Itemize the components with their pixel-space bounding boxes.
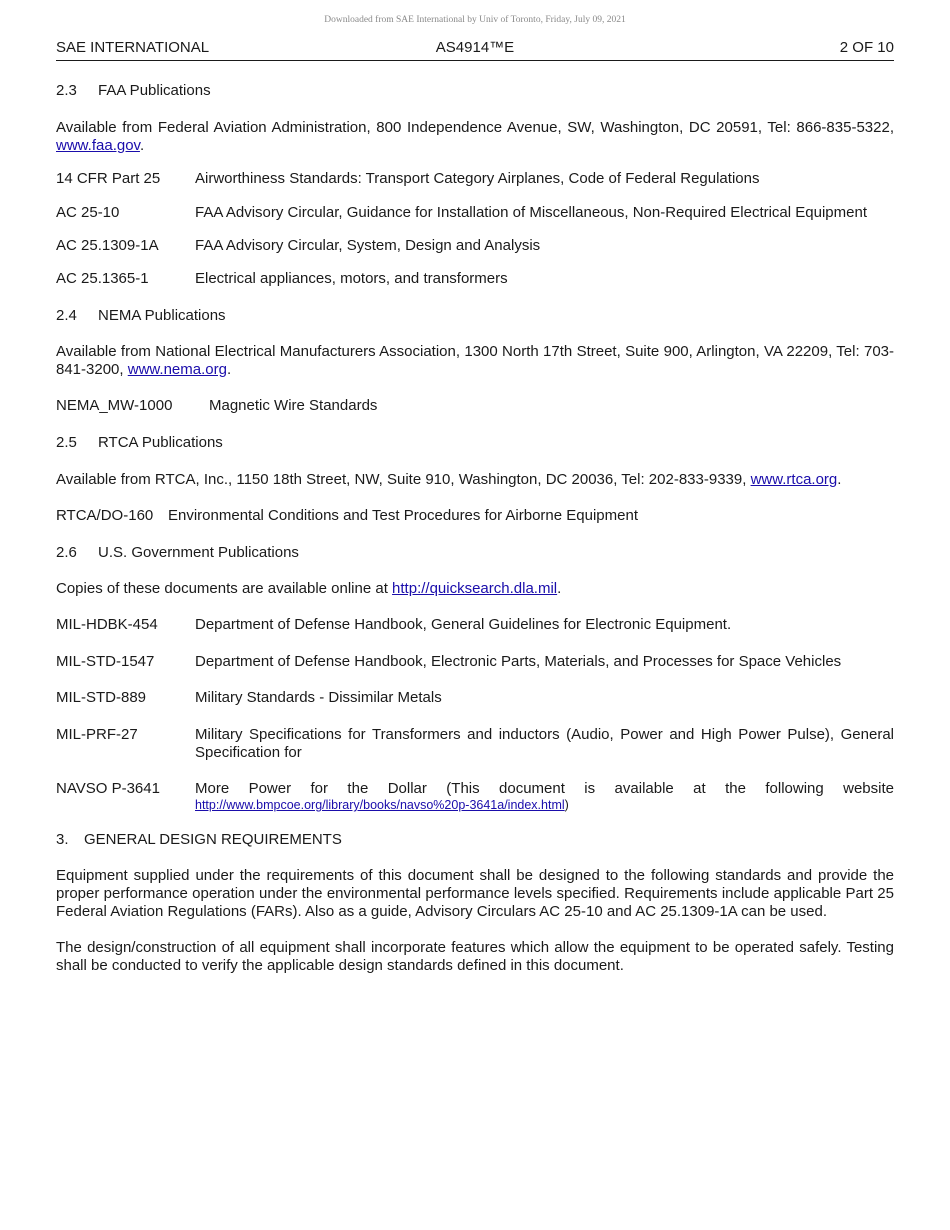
- availability-text: Available from National Electrical Manufacturers Association, 1300 North 17th Street, Suite 900, Arlington, VA 22209, Tel: 703-841-3200,: [56, 343, 894, 378]
- reference-id: AC 25.1309-1A: [56, 237, 159, 254]
- nema-link[interactable]: www.nema.org: [127, 361, 227, 378]
- section-title: U.S. Government Publications: [98, 544, 299, 561]
- section-2-6-heading: [56, 544, 894, 562]
- section-title: FAA Publications: [98, 82, 211, 99]
- rtca-availability: Available from RTCA, Inc., 1150 18th Street, NW, Suite 910, Washington, DC 20036, Tel: 202-833-9339, www.rtca.org.: [56, 471, 842, 488]
- section-title: GENERAL DESIGN REQUIREMENTS: [84, 831, 342, 848]
- reference-description: Military Standards - Dissimilar Metals: [195, 689, 442, 706]
- availability-text: Available from RTCA, Inc., 1150 18th Street, NW, Suite 910, Washington, DC 20036, Tel: 202-833-9339,: [56, 471, 751, 488]
- section-number: 2.3: [56, 82, 77, 99]
- reference-row: [56, 397, 894, 415]
- navso-url-line: [195, 798, 894, 813]
- reference-id: MIL-STD-889: [56, 689, 147, 706]
- nema-availability: Available from National Electrical Manufacturers Association, 1300 North 17th Street, Suite 900, Arlington, VA 22209, Tel: 703-841-3200, www.nema.org.: [56, 343, 894, 378]
- reference-row: [56, 270, 894, 288]
- section-2-3-heading: [56, 82, 894, 100]
- design-requirements-paragraph-1: Equipment supplied under the requirements of this document shall be designed to the following standards and provide the proper performance operation under the environmental performance levels specified. Requirements include applicable Part 25 Federal Aviation Regulations (FARs). Also as a guide, Advisory Circulars AC 25-10 and AC 25.1309-1A can be used.: [56, 867, 894, 920]
- reference-row: [56, 780, 894, 813]
- section-3-heading: [56, 831, 894, 849]
- section-number: 2.5: [56, 434, 77, 451]
- section-2-4-heading: [56, 307, 894, 325]
- reference-description: Magnetic Wire Standards: [209, 397, 378, 414]
- reference-row: [56, 507, 894, 525]
- reference-description: Electrical appliances, motors, and transformers: [195, 270, 508, 287]
- reference-id: NAVSO P-3641: [56, 780, 160, 797]
- reference-id: MIL-PRF-27: [56, 726, 138, 743]
- reference-id: AC 25.1365-1: [56, 270, 149, 287]
- reference-id: NEMA_MW-1000: [56, 397, 173, 414]
- section-number: 2.4: [56, 307, 77, 324]
- reference-description: Department of Defense Handbook, General Guidelines for Electronic Equipment.: [195, 616, 732, 633]
- reference-description: More Power for the Dollar (This document is available at the following website: [195, 780, 894, 797]
- reference-row: [56, 170, 894, 188]
- page-number: 2 OF 10: [839, 39, 894, 56]
- reference-description-block: [195, 780, 894, 813]
- design-requirements-paragraph-2: The design/construction of all equipment shall incorporate features which allow the equipment to be operated safely. Testing shall be conducted to verify the applicable design standards defined in this document.: [56, 939, 894, 974]
- reference-id: AC 25-10: [56, 204, 120, 221]
- reference-description: Department of Defense Handbook, Electronic Parts, Materials, and Processes for Space Vehicles: [195, 653, 842, 670]
- document-body: [56, 82, 894, 975]
- section-title: NEMA Publications: [98, 307, 226, 324]
- section-number: 3.: [56, 831, 69, 848]
- document-number: AS4914™E: [435, 39, 515, 56]
- reference-description: FAA Advisory Circular, System, Design and Analysis: [195, 237, 541, 254]
- reference-row: [56, 237, 894, 255]
- reference-id: 14 CFR Part 25: [56, 170, 161, 187]
- url-suffix: ): [564, 798, 569, 812]
- reference-row: [56, 689, 894, 707]
- quicksearch-link[interactable]: http://quicksearch.dla.mil: [392, 580, 558, 597]
- rtca-link[interactable]: www.rtca.org: [750, 471, 838, 488]
- reference-id: RTCA/DO-160: [56, 507, 154, 524]
- section-2-5-heading: [56, 434, 894, 452]
- download-watermark: Downloaded from SAE International by Univ of Toronto, Friday, July 09, 2021: [324, 15, 626, 25]
- availability-text: Available from Federal Aviation Administration, 800 Independence Avenue, SW, Washington, DC 20591, Tel: 866-835-5322,: [56, 119, 894, 136]
- faa-link[interactable]: www.faa.gov: [56, 137, 140, 154]
- section-number: 2.6: [56, 544, 77, 561]
- availability-text: Copies of these documents are available online at: [56, 580, 393, 597]
- section-title: RTCA Publications: [98, 434, 223, 451]
- reference-description: Environmental Conditions and Test Procedures for Airborne Equipment: [168, 507, 638, 524]
- publisher-name: SAE INTERNATIONAL: [56, 39, 210, 56]
- page-header: [56, 38, 894, 61]
- reference-description: Airworthiness Standards: Transport Category Airplanes, Code of Federal Regulations: [195, 170, 760, 187]
- faa-availability: Available from Federal Aviation Administration, 800 Independence Avenue, SW, Washington, DC 20591, Tel: 866-835-5322, www.faa.gov.: [56, 119, 894, 154]
- dla-availability: Copies of these documents are available online at http://quicksearch.dla.mil.: [56, 580, 562, 597]
- reference-row: [56, 616, 894, 634]
- reference-description: Military Specifications for Transformers and inductors (Audio, Power and High Power Pulse), General Specification for: [195, 726, 894, 761]
- reference-row: [56, 726, 894, 762]
- reference-row: [56, 653, 894, 671]
- reference-description: FAA Advisory Circular, Guidance for Installation of Miscellaneous, Non-Required Electrical Equipment: [195, 204, 867, 221]
- reference-row: [56, 204, 894, 222]
- navso-link[interactable]: http://www.bmpcoe.org/library/books/navso%20p-3641a/index.html: [195, 798, 565, 812]
- reference-id: MIL-HDBK-454: [56, 616, 158, 633]
- reference-id: MIL-STD-1547: [56, 653, 155, 670]
